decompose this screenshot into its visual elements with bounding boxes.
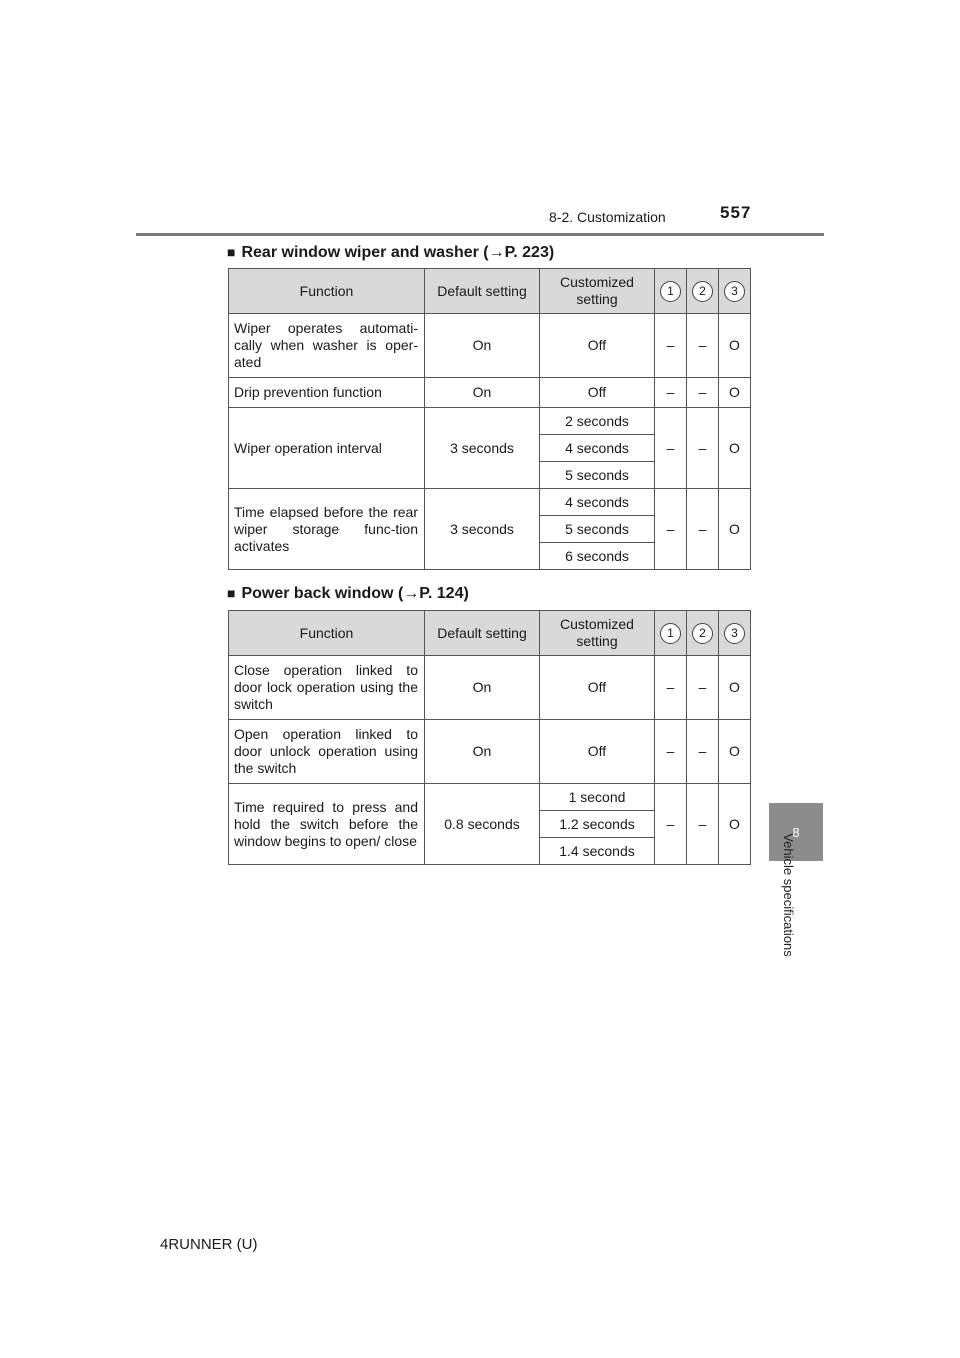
section-title-rear-wiper: ■ Rear window wiper and washer (→P. 223) <box>227 244 555 261</box>
option-cell: 2 seconds <box>540 408 655 435</box>
col-header-default: Default setting <box>425 269 540 314</box>
setting-3-cell: O <box>719 378 751 408</box>
setting-2-cell: – <box>687 378 719 408</box>
default-cell: 3 seconds <box>425 489 540 570</box>
setting-1-cell: – <box>655 656 687 720</box>
option-cell: 1 second <box>540 784 655 811</box>
table-row <box>229 784 751 811</box>
function-cell: Time required to press and hold the switch before the window begins to open/ close <box>229 784 425 865</box>
default-cell: 3 seconds <box>425 408 540 489</box>
option-cell: 1.4 seconds <box>540 838 655 865</box>
option-cell: 1.2 seconds <box>540 811 655 838</box>
option-cell: Off <box>540 314 655 378</box>
circled-1-icon: 1 <box>660 623 681 644</box>
rear-wiper-settings-table <box>228 268 751 570</box>
section-title-power-back-window: ■ Power back window (→P. 124) <box>227 585 469 602</box>
setting-2-cell: – <box>687 720 719 784</box>
default-cell: 0.8 seconds <box>425 784 540 865</box>
default-cell: On <box>425 720 540 784</box>
chapter-number: 8 <box>792 824 800 840</box>
option-cell: 4 seconds <box>540 489 655 516</box>
page-number: 557 <box>720 203 752 222</box>
setting-3-cell: O <box>719 656 751 720</box>
chapter-label: Vehicle specifications <box>781 833 796 957</box>
col-header-function: Function <box>229 269 425 314</box>
function-cell: Wiper operation interval <box>229 408 425 489</box>
setting-1-cell: – <box>655 720 687 784</box>
setting-1-cell: – <box>655 489 687 570</box>
setting-2-cell: – <box>687 656 719 720</box>
setting-3-cell: O <box>719 408 751 489</box>
circled-2-icon: 2 <box>692 623 713 644</box>
setting-1-cell: – <box>655 378 687 408</box>
table-row <box>229 656 751 720</box>
default-cell: On <box>425 314 540 378</box>
square-bullet-icon: ■ <box>227 585 236 601</box>
col-header-customized: Customized setting <box>540 611 655 656</box>
table-header-row <box>229 269 751 314</box>
col-header-default: Default setting <box>425 611 540 656</box>
page-reference: P. 124) <box>419 585 469 602</box>
setting-1-cell: – <box>655 784 687 865</box>
square-bullet-icon: ■ <box>227 244 236 260</box>
setting-3-cell: O <box>719 489 751 570</box>
option-cell: Off <box>540 656 655 720</box>
function-cell: Time elapsed before the rear wiper storage func-tion activates <box>229 489 425 570</box>
option-cell: 4 seconds <box>540 435 655 462</box>
setting-2-cell: – <box>687 489 719 570</box>
setting-3-cell: O <box>719 314 751 378</box>
table-header-row <box>229 611 751 656</box>
setting-1-cell: – <box>655 408 687 489</box>
table-row <box>229 314 751 378</box>
option-cell: 6 seconds <box>540 543 655 570</box>
table-row <box>229 489 751 516</box>
option-cell: 5 seconds <box>540 462 655 489</box>
setting-1-cell: – <box>655 314 687 378</box>
arrow-right-icon: → <box>488 244 505 261</box>
setting-2-cell: – <box>687 784 719 865</box>
function-cell: Close operation linked to door lock operation using the switch <box>229 656 425 720</box>
option-cell: Off <box>540 720 655 784</box>
col-header-customized: Customized setting <box>540 269 655 314</box>
setting-2-cell: – <box>687 314 719 378</box>
chapter-tab <box>769 803 823 861</box>
setting-2-cell: – <box>687 408 719 489</box>
option-cell: 5 seconds <box>540 516 655 543</box>
default-cell: On <box>425 656 540 720</box>
default-cell: On <box>425 378 540 408</box>
table-row <box>229 720 751 784</box>
setting-3-cell: O <box>719 784 751 865</box>
function-cell: Wiper operates automati-cally when washer is oper-ated <box>229 314 425 378</box>
section-heading: 8-2. Customization <box>549 209 666 225</box>
setting-3-cell: O <box>719 720 751 784</box>
option-cell: Off <box>540 378 655 408</box>
footer-model-name: 4RUNNER (U) <box>160 1236 258 1253</box>
header-divider <box>136 233 824 236</box>
function-cell: Open operation linked to door unlock operation using the switch <box>229 720 425 784</box>
page-reference: P. 223) <box>504 244 555 261</box>
col-header-function: Function <box>229 611 425 656</box>
power-back-window-settings-table <box>228 610 751 865</box>
table-row <box>229 378 751 408</box>
table-row <box>229 408 751 435</box>
circled-3-icon: 3 <box>724 623 745 644</box>
circled-2-icon: 2 <box>692 281 713 302</box>
function-cell: Drip prevention function <box>229 378 425 408</box>
circled-3-icon: 3 <box>724 281 745 302</box>
circled-1-icon: 1 <box>660 281 681 302</box>
arrow-right-icon: → <box>403 585 420 602</box>
